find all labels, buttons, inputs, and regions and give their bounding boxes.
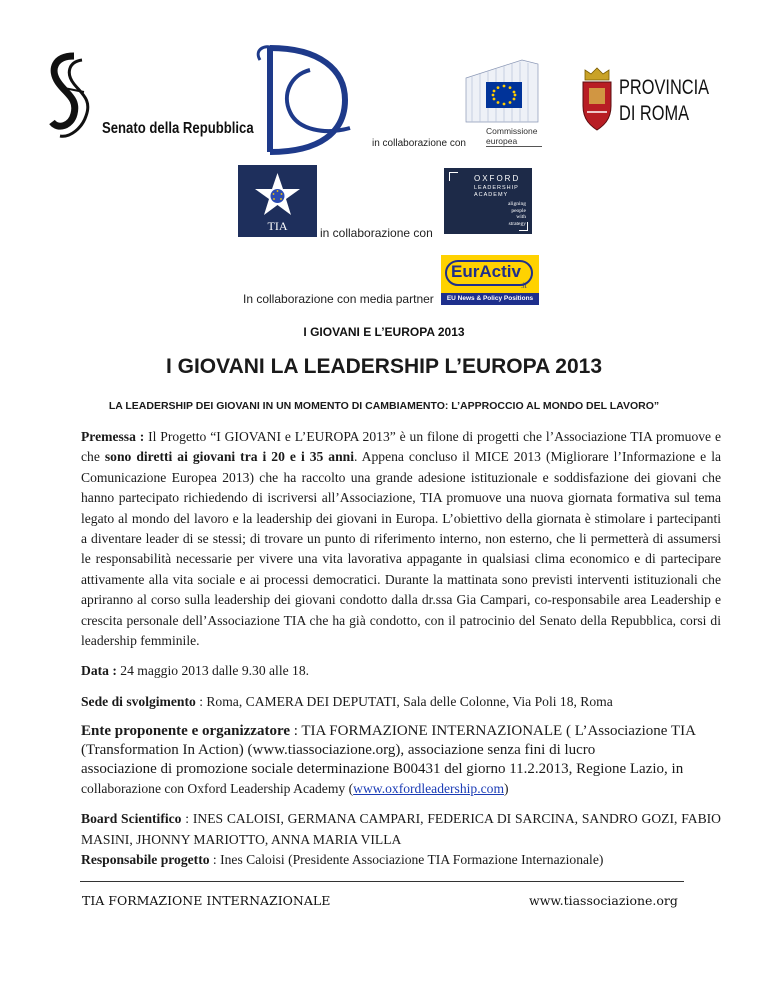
ente-paragraph: Ente proponente e organizzatore : TIA FORMAZIONE INTERNAZIONALE ( L’Associazione TIA (Transformation In Action) (www.tiassociazione.org), associazione senza fini di lucro associazione di promozione sociale determinazione B00431 del giorno 11.2.2013, Regione Lazio, in collaborazione con Oxford Leadership Academy (www.oxfordleadership.com) xyxy=(81,723,696,797)
euractiv-suffix: .it xyxy=(521,283,527,290)
premessa-paragraph: Premessa : Il Progetto “I GIOVANI e L’EUROPA 2013” è un filone di progetti che l’Associazione TIA promuove e che sono diretti ai giovani tra i 20 e i 35 anni. Appena concluso il MICE 2013 (Migliorare l’Informazione e la Comunicazione Europea 2013) che ha raccolto una grande adesione istituzionale e soddisfazione dei giovani che hanno partecipato richiedendo di iscriversi all’Associazione, TIA promuove una nuova giornata formativa sul tema legato al mondo del lavoro e la leadership dei giovani in Europa. L’obiettivo della giornata è stimolare i partecipanti a diventare leader di se stessi; di trovare un punto di riferimento interno, non esterno, che li permetterà di assumersi le responsabilità necessarie per vivere una vita lavorativa appagante in qualsiasi clima economico e di partecipare attivamente alla vita sociale e ai processi democratici. Durante la mattinata sono previsti interventi istituzionali che apriranno al corso sulla leadership dei giovani condotto dalla dr.ssa Gia Campari, co-responsabile area Leadership e crescita personale dell’Associazione TIA che ha già condotto, con il patrocinio del Senato della Repubblica, corsi di leadership femminile. xyxy=(81,429,722,649)
oxford-line2: LEADERSHIP xyxy=(474,185,519,191)
footer-right: www.tiassociazione.org xyxy=(529,893,678,908)
european-commission-logo xyxy=(462,56,542,148)
sede-paragraph: Sede di svolgimento : Roma, CAMERA DEI DEPUTATI, Sala delle Colonne, Via Poli 18, Roma xyxy=(81,693,613,709)
responsabile-paragraph: Responsabile progetto : Ines Caloisi (Presidente Associazione TIA Formazione Internazionale) xyxy=(81,852,604,868)
berlaymont-building-icon xyxy=(462,56,542,126)
footer-rule xyxy=(80,881,684,882)
oxford-leadership-logo xyxy=(444,168,532,234)
oxford-line3: ACADEMY xyxy=(474,192,509,198)
collab-caption-2: in collaborazione con xyxy=(320,226,433,240)
tia-label: TIA xyxy=(267,219,288,233)
provincia-line2: DI ROMA xyxy=(619,102,690,125)
commission-underline xyxy=(486,146,542,147)
senato-name: Senato della Repubblica xyxy=(102,120,254,137)
board-paragraph: Board Scientifico : INES CALOISI, GERMANA CAMPARI, FEDERICA DI SARCINA, SANDRO GOZI, FABIO MASINI, JHONNY MARIOTTO, ANNA MARIA VILLA xyxy=(81,811,721,847)
body-content xyxy=(81,427,721,881)
commission-name: Commissione europea xyxy=(486,126,538,146)
provincia-roma-logo xyxy=(577,66,727,138)
main-title: I GIOVANI LA LEADERSHIP L’EUROPA 2013 xyxy=(165,355,603,378)
dc-monogram-icon xyxy=(250,40,365,160)
camera-deputati-logo xyxy=(250,40,365,160)
data-paragraph: Data : 24 maggio 2013 dalle 9.30 alle 18. xyxy=(81,663,310,679)
media-partner-caption: In collaborazione con media partner xyxy=(243,292,434,306)
coat-of-arms-icon xyxy=(577,66,617,138)
collab-caption-1: in collaborazione con xyxy=(372,138,466,149)
oxford-link[interactable]: www.oxfordleadership.com xyxy=(353,781,505,797)
star-icon xyxy=(238,165,317,225)
euractiv-tagline: EU News & Policy Positions xyxy=(441,293,539,305)
oxford-tagline: aligning people with strategy xyxy=(507,201,526,227)
provincia-line1: PROVINCIA xyxy=(619,76,710,99)
premessa-label: Premessa : xyxy=(81,429,145,444)
euractiv-name: EurActiv xyxy=(451,262,521,281)
subtitle: LA LEADERSHIP DEI GIOVANI IN UN MOMENTO DI CAMBIAMENTO: L’APPROCCIO AL MONDO DEL LAVORO” xyxy=(108,400,660,412)
small-title: I GIOVANI E L’EUROPA 2013 xyxy=(303,325,465,339)
oxford-line1: OXFORD xyxy=(474,174,521,183)
corner-bracket-icon xyxy=(519,222,528,231)
tia-logo xyxy=(238,165,317,237)
corner-bracket-icon xyxy=(449,172,458,181)
senato-logo xyxy=(44,52,254,147)
euractiv-logo xyxy=(441,255,539,305)
footer-left: TIA FORMAZIONE INTERNAZIONALE xyxy=(82,893,331,908)
